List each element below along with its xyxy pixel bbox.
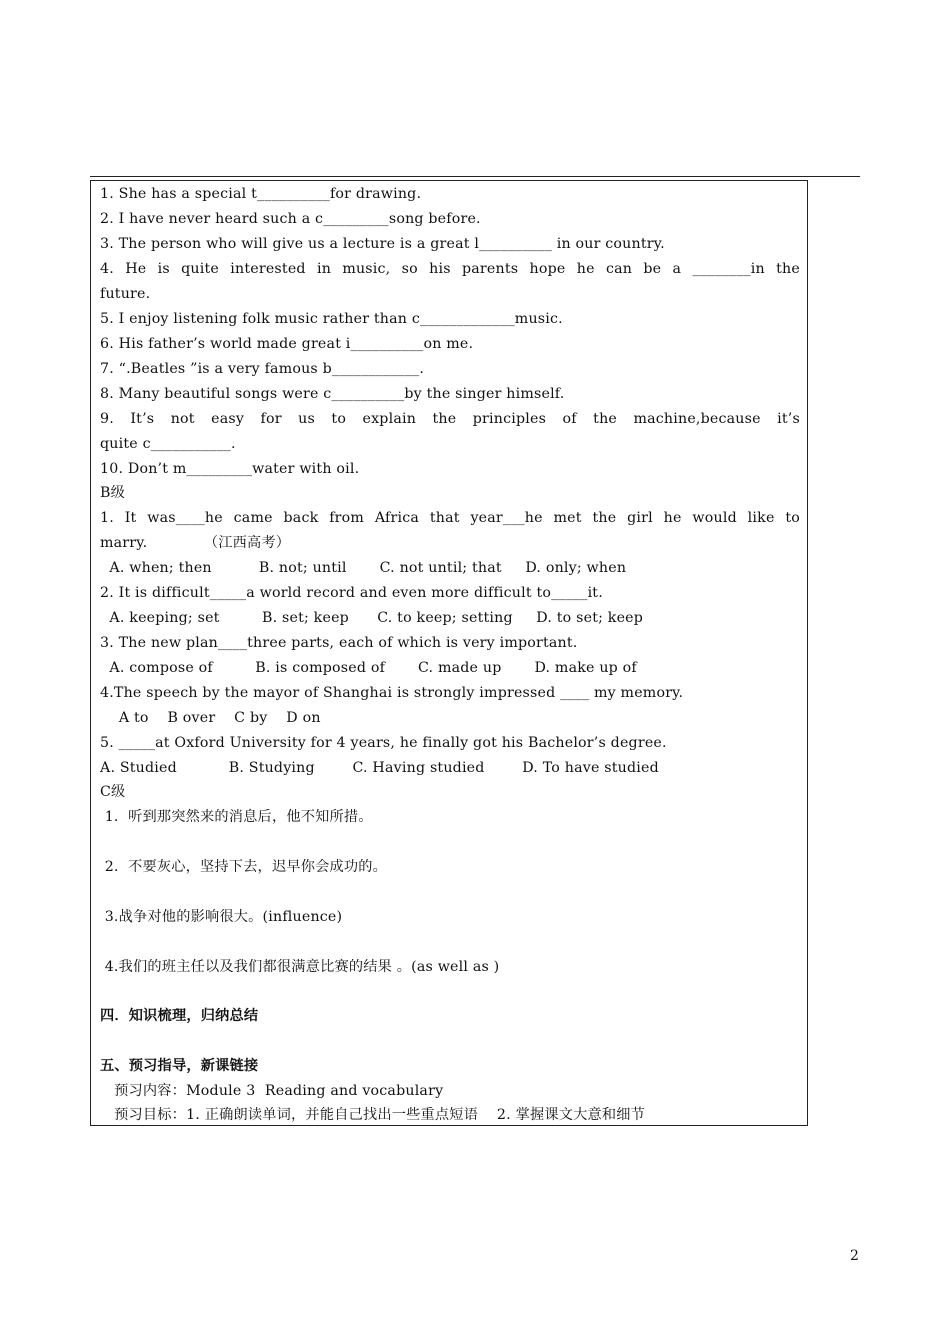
exercise-a-4: 4. He is quite interested in music, so his parents hope he can be a ________in the <box>100 261 800 277</box>
exercise-a-9-cont: quite c___________. <box>100 436 236 452</box>
translation-c-1: 1. 听到那突然来的消息后，他不知所措。 <box>100 809 373 825</box>
section-five-title: 五、预习指导，新课链接 <box>100 1058 259 1074</box>
translation-c-4: 4.我们的班主任以及我们都很满意比赛的结果 。(as well as ) <box>100 959 500 975</box>
exercise-a-5: 5. I enjoy listening folk music rather than c_____________music. <box>100 311 563 327</box>
question-b-5-options: A. Studied B. Studying C. Having studied D. To have studied <box>100 760 659 776</box>
level-b-heading: B级 <box>100 485 126 501</box>
exercise-a-9: 9. It’s not easy for us to explain the principles of the machine,because it’s <box>100 411 800 427</box>
question-b-4-options: A to B over C by D on <box>100 710 321 726</box>
translation-c-2: 2. 不要灰心，坚持下去，迟早你会成功的。 <box>100 859 388 875</box>
question-b-3-options: A. compose of B. is composed of C. made up D. make up of <box>100 660 637 676</box>
page-number: 2 <box>850 1248 859 1264</box>
exercise-a-4-cont: future. <box>100 286 151 302</box>
level-c-heading: C级 <box>100 784 126 800</box>
exercise-a-8: 8. Many beautiful songs were c__________by the singer himself. <box>100 386 565 402</box>
question-b-1: 1. It was____he came back from Africa that year___he met the girl he would like to <box>100 510 800 526</box>
question-b-1-cont: marry. （江西高考） <box>100 535 291 551</box>
exercise-a-2: 2. I have never heard such a c_________song before. <box>100 211 481 227</box>
question-b-2-options: A. keeping; set B. set; keep C. to keep; setting D. to set; keep <box>100 610 644 626</box>
translation-c-3: 3.战争对他的影响很大。(influence) <box>100 909 343 925</box>
header-rule <box>90 176 860 177</box>
question-b-4: 4.The speech by the mayor of Shanghai is strongly impressed ____ my memory. <box>100 685 684 701</box>
section-four-title: 四．知识梳理，归纳总结 <box>100 1008 259 1024</box>
exercise-a-10: 10. Don’t m_________water with oil. <box>100 461 360 477</box>
preview-goals: 预习目标：1. 正确朗读单词，并能自己找出一些重点短语 2. 掌握课文大意和细节 <box>100 1107 646 1123</box>
question-b-2: 2. It is difficult_____a world record and even more difficult to_____it. <box>100 585 603 601</box>
question-b-3: 3. The new plan____three parts, each of which is very important. <box>100 635 578 651</box>
question-b-1-options: A. when; then B. not; until C. not until; that D. only; when <box>100 560 627 576</box>
preview-content: 预习内容：Module 3 Reading and vocabulary <box>100 1083 444 1099</box>
exercise-a-1: 1. She has a special t__________for drawing. <box>100 186 422 202</box>
exercise-a-3: 3. The person who will give us a lecture is a great l__________ in our country. <box>100 236 665 252</box>
exercise-a-6: 6. His father’s world made great i__________on me. <box>100 336 474 352</box>
exercise-a-7: 7. “.Beatles ”is a very famous b____________. <box>100 361 425 377</box>
question-b-5: 5. _____at Oxford University for 4 years, he finally got his Bachelor’s degree. <box>100 735 667 751</box>
